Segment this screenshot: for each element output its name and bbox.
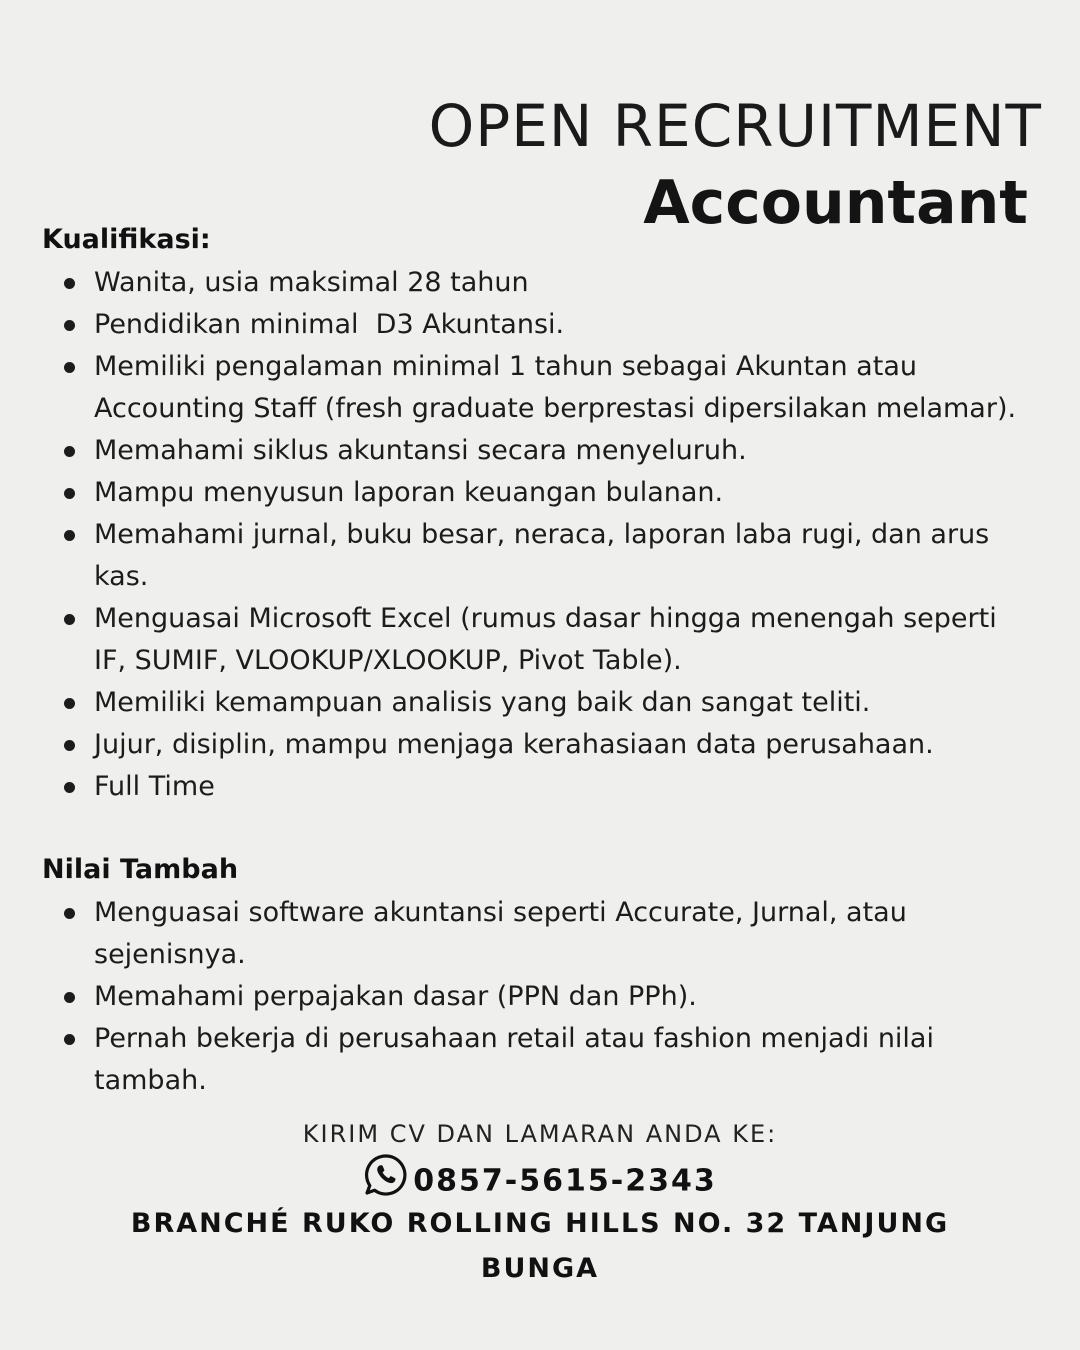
bullet	[64, 320, 75, 331]
bullet	[64, 446, 75, 457]
phone-number: 0857-5615-2343	[413, 1163, 717, 1199]
list-item: Pendidikan minimal D3 Akuntansi.	[52, 304, 1068, 346]
bullet	[64, 740, 75, 751]
bullet	[64, 362, 75, 373]
bullet	[64, 1034, 75, 1045]
qualifications-list	[52, 262, 1068, 808]
list-item: Jujur, disiplin, mampu menjaga kerahasiaan data perusahaan.	[52, 724, 1068, 766]
list-item: Memiliki kemampuan analisis yang baik dan sangat teliti.	[52, 682, 1068, 724]
list-item: Memahami siklus akuntansi secara menyeluruh.	[52, 430, 1068, 472]
bullet	[64, 698, 75, 709]
list-item: Mampu menyusun laporan keuangan bulanan.	[52, 472, 1068, 514]
list-item: Full Time	[52, 766, 1068, 808]
bullet	[64, 614, 75, 625]
whatsapp-icon	[363, 1152, 409, 1206]
bullet	[64, 992, 75, 1003]
list-item: Pernah bekerja di perusahaan retail atau fashion menjadi nilai tambah.	[52, 1018, 1068, 1102]
title-open-recruitment: OPEN RECRUITMENT	[428, 92, 1042, 160]
bullet	[64, 530, 75, 541]
bullet	[64, 488, 75, 499]
qualifications-heading: Kualifikasi:	[42, 224, 211, 255]
list-item: Memahami jurnal, buku besar, neraca, laporan laba rugi, dan arus kas.	[52, 514, 1068, 598]
list-item: Menguasai software akuntansi seperti Accurate, Jurnal, atau sejenisnya.	[52, 892, 1068, 976]
address-line-2: BUNGA	[480, 1253, 600, 1284]
list-item: Wanita, usia maksimal 28 tahun	[52, 262, 1068, 304]
bullet	[64, 782, 75, 793]
list-item: Menguasai Microsoft Excel (rumus dasar hingga menengah seperti IF, SUMIF, VLOOKUP/XLOOKUP, Pivot Table).	[52, 598, 1068, 682]
list-item: Memiliki pengalaman minimal 1 tahun sebagai Akuntan atau Accounting Staff (fresh graduate berprestasi dipersilakan melamar).	[52, 346, 1068, 430]
bullet	[64, 908, 75, 919]
bullet	[64, 278, 75, 289]
added-value-heading: Nilai Tambah	[42, 854, 239, 885]
list-item: Memahami perpajakan dasar (PPN dan PPh).	[52, 976, 1068, 1018]
added-value-list	[52, 892, 1068, 1102]
title-position: Accountant	[643, 168, 1028, 238]
send-cv-label: KIRIM CV DAN LAMARAN ANDA KE:	[302, 1120, 778, 1148]
address	[0, 1201, 1080, 1291]
address-line-1: BRANCHÉ RUKO ROLLING HILLS NO. 32 TANJUNG	[130, 1208, 950, 1239]
